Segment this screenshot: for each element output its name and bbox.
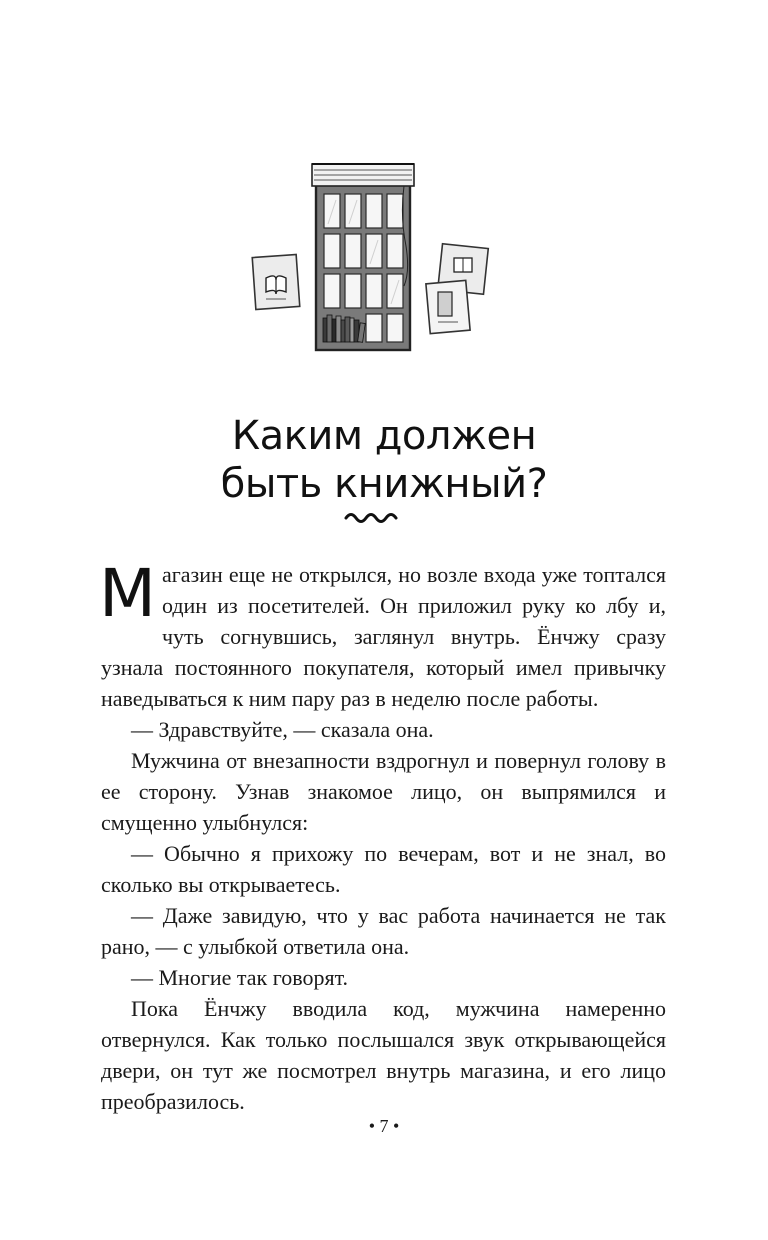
ornament-squiggle-icon	[342, 508, 402, 526]
wall-poster-book-icon	[252, 255, 300, 310]
paragraph-4: — Обычно я прихожу по вечерам, вот и не знал, во сколько вы открываетесь.	[101, 841, 666, 897]
window-icon	[312, 164, 414, 350]
page-number: • 7 •	[368, 1116, 400, 1136]
wall-poster-photo-icon	[426, 280, 470, 333]
chapter-body	[99, 555, 666, 1117]
window-illustration	[244, 150, 524, 360]
chapter-title	[0, 412, 768, 508]
paragraph-1-text: агазин еще не открылся, но возле входа уже топтался один из посетителей. Он приложил руку ко лбу и, чуть согнувшись, заглянул внутрь. Ёнчжу сразу узнала постоянного покупателя, который имел привычку наведываться к ним пару раз в неделю после работы.	[101, 562, 666, 711]
paragraph-6: — Многие так говорят.	[131, 965, 349, 990]
paragraph-3: Мужчина от внезапности вздрогнул и повернул голову в ее сторону. Узнав знакомое лицо, он выпрямился и смущенно улыбнулся:	[101, 748, 666, 835]
paragraph-2: — Здравствуйте, — сказала она.	[131, 717, 434, 742]
drop-cap: М	[99, 555, 156, 632]
chapter-title-line-1: Каким должен	[231, 413, 537, 459]
paragraph-opening	[99, 555, 666, 714]
chapter-title-line-2: быть книжный?	[220, 461, 548, 507]
paragraph-7: Пока Ёнчжу вводила код, мужчина намеренно отвернулся. Как только послышался звук открывающейся двери, он тут же посмотрел внутрь магазина, и его лицо преобразилось.	[101, 996, 666, 1114]
paragraph-5: — Даже завидую, что у вас работа начинается не так рано, — с улыбкой ответила она.	[101, 903, 666, 959]
